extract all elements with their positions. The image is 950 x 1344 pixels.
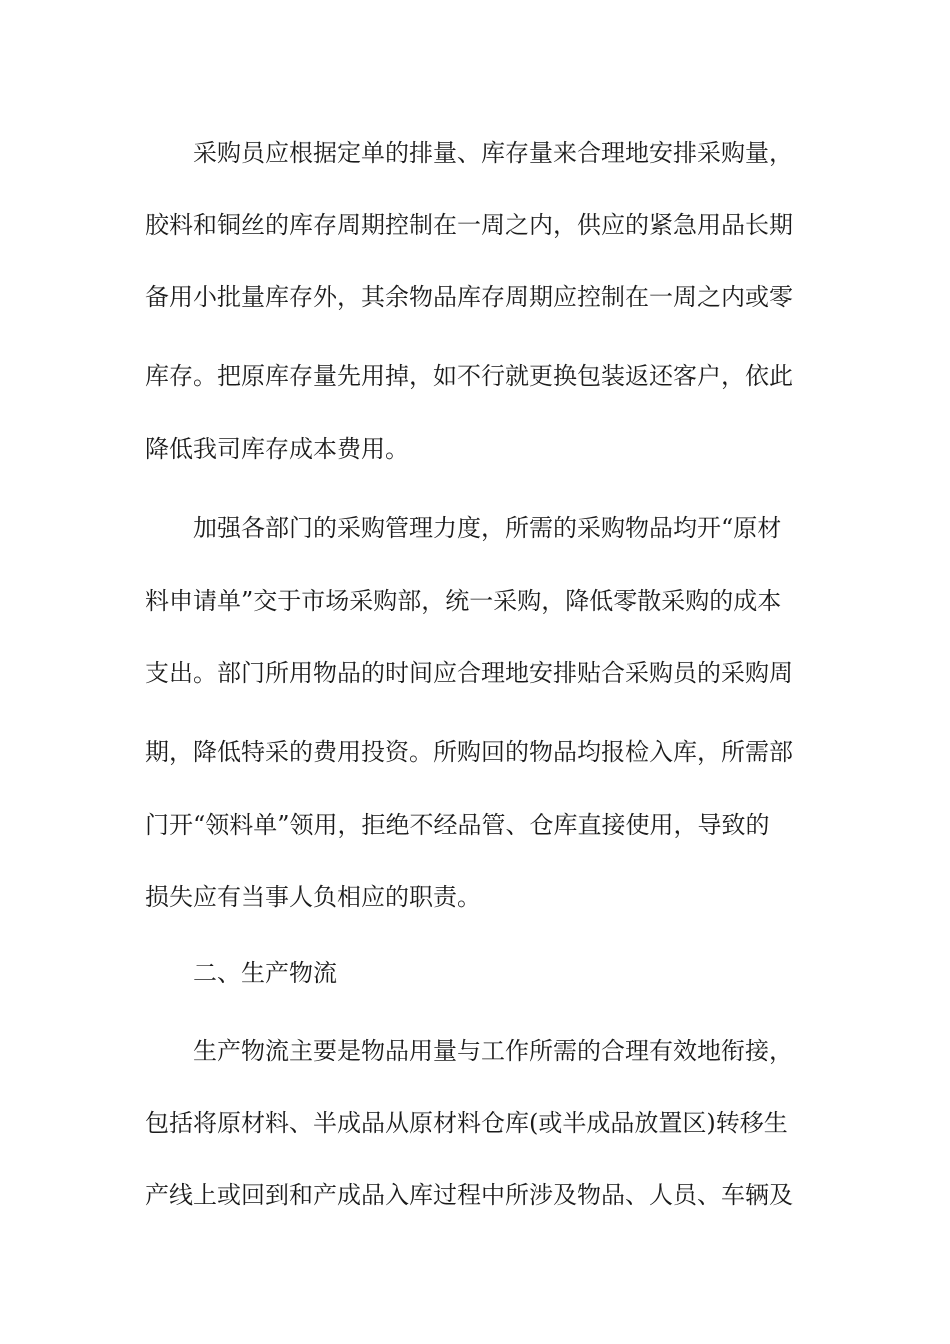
paragraph-1-line-4: 库存。把原库存量先用掉，如不行就更换包装返还客户，依此: [145, 362, 793, 390]
paragraph-1-line-3: 备用小批量库存外，其余物品库存周期应控制在一周之内或零: [145, 283, 793, 311]
paragraph-3-line-3: 产线上或回到和产成品入库过程中所涉及物品、人员、车辆及: [145, 1181, 793, 1209]
section-heading: 二、生产物流: [193, 959, 337, 987]
paragraph-3-line-1: 生产物流主要是物品用量与工作所需的合理有效地衔接，: [193, 1037, 793, 1065]
paragraph-2-line-5: 门开“领料单”领用，拒绝不经品管、仓库直接使用，导致的: [145, 811, 770, 839]
paragraph-2-line-1: 加强各部门的采购管理力度，所需的采购物品均开“原材: [193, 514, 782, 542]
paragraph-1-line-1: 采购员应根据定单的排量、库存量来合理地安排采购量，: [193, 139, 793, 167]
paragraph-2-line-2: 料申请单”交于市场采购部，统一采购，降低零散采购的成本: [145, 587, 782, 615]
paragraph-1-line-5: 降低我司库存成本费用。: [145, 435, 409, 463]
paragraph-2-line-4: 期，降低特采的费用投资。所购回的物品均报检入库，所需部: [145, 738, 793, 766]
paragraph-3-line-2: 包括将原材料、半成品从原材料仓库(或半成品放置区)转移生: [145, 1109, 788, 1137]
paragraph-1-line-2: 胶料和铜丝的库存周期控制在一周之内，供应的紧急用品长期: [145, 211, 793, 239]
paragraph-2-line-3: 支出。部门所用物品的时间应合理地安排贴合采购员的采购周: [145, 659, 793, 687]
paragraph-2-line-6: 损失应有当事人负相应的职责。: [145, 883, 481, 911]
